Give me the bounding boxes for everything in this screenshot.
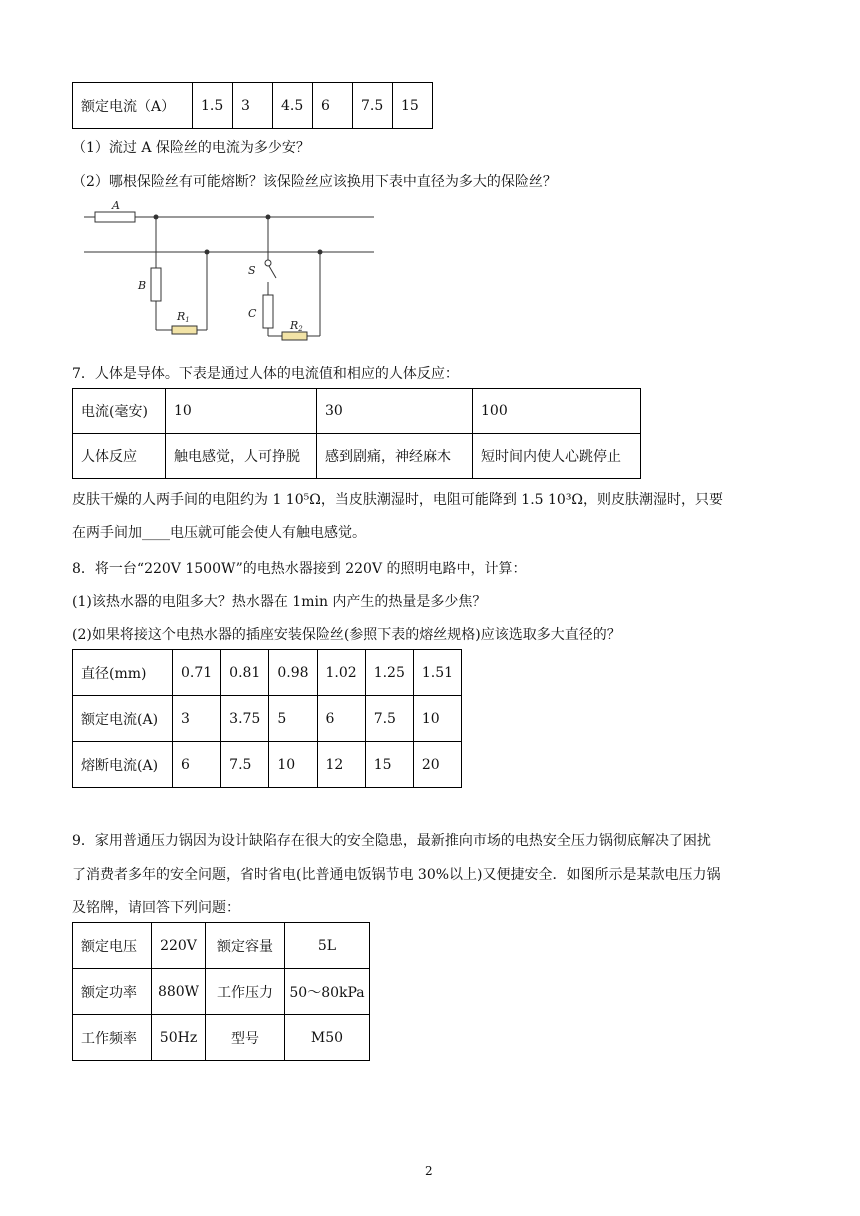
table-cell: 20 bbox=[413, 742, 461, 788]
q9-line2: 了消费者多年的安全问题，省时省电(比普通电饭锅节电 30%以上)又便捷安全．如图所示是某款电压力锅 bbox=[72, 867, 721, 883]
table-cell: 工作频率 bbox=[73, 1015, 152, 1061]
fuse-spec-table bbox=[72, 649, 462, 788]
q6-sub2: （2）哪根保险丝有可能熔断？该保险丝应该换用下表中直径为多大的保险丝？ bbox=[72, 174, 557, 190]
table-cell: 1.25 bbox=[365, 650, 413, 696]
table-cell: 额定电流(A) bbox=[73, 696, 173, 742]
table-cell: 短时间内使人心跳停止 bbox=[473, 434, 641, 479]
fuse-b bbox=[151, 268, 161, 301]
table-cell: 7.5 bbox=[221, 742, 269, 788]
switch-s bbox=[269, 266, 276, 278]
table-cell: 10 bbox=[269, 742, 317, 788]
table-cell: 220V bbox=[152, 923, 206, 969]
table-cell: 6 bbox=[173, 742, 221, 788]
table-cell: 0.98 bbox=[269, 650, 317, 696]
table-cell: 50～80kPa bbox=[285, 969, 370, 1015]
junction-dot bbox=[154, 215, 159, 220]
junction-dot bbox=[266, 215, 271, 220]
junction-dot bbox=[205, 250, 210, 255]
label-b: B bbox=[138, 279, 147, 292]
resistor-r2 bbox=[282, 332, 307, 340]
page-number: 2 bbox=[425, 1164, 433, 1178]
table-cell: 5 bbox=[269, 696, 317, 742]
table-cell: 15 bbox=[393, 83, 433, 129]
table-cell: 3.75 bbox=[221, 696, 269, 742]
table-cell: 熔断电流(A) bbox=[73, 742, 173, 788]
table-cell: 1.5 bbox=[193, 83, 233, 129]
table-cell: 50Hz bbox=[152, 1015, 206, 1061]
label-r2: R2 bbox=[290, 319, 303, 333]
pressure-cooker-nameplate bbox=[72, 922, 370, 1061]
table-cell: 6 bbox=[313, 83, 353, 129]
label-c: C bbox=[248, 307, 257, 320]
table-cell: 额定电压 bbox=[73, 923, 152, 969]
table-cell: 型号 bbox=[206, 1015, 285, 1061]
table-cell: 12 bbox=[317, 742, 365, 788]
q7-intro: 7．人体是导体。下表是通过人体的电流值和相应的人体反应： bbox=[72, 366, 459, 382]
table-cell: 直径(mm) bbox=[73, 650, 173, 696]
table-cell: 0.81 bbox=[221, 650, 269, 696]
q8-sub1: (1)该热水器的电阻多大？热水器在 1min 内产生的热量是多少焦？ bbox=[72, 594, 487, 610]
junction-dot bbox=[318, 250, 323, 255]
table-cell: 7.5 bbox=[353, 83, 393, 129]
table-cell: 1.02 bbox=[317, 650, 365, 696]
table-cell: 电流(毫安) bbox=[73, 389, 166, 434]
fuse-c bbox=[263, 295, 273, 328]
table-cell: 6 bbox=[317, 696, 365, 742]
table-cell: 10 bbox=[166, 389, 317, 434]
table-cell: 触电感觉，人可挣脱 bbox=[166, 434, 317, 479]
table-cell: 1.51 bbox=[413, 650, 461, 696]
table-cell: M50 bbox=[285, 1015, 370, 1061]
q8-intro: 8．将一台“220V 1500W”的电热水器接到 220V 的照明电路中，计算： bbox=[72, 561, 527, 577]
table-cell: 人体反应 bbox=[73, 434, 166, 479]
q9-line3: 及铭牌，请回答下列问题： bbox=[72, 900, 240, 916]
label-a: A bbox=[112, 200, 120, 212]
q8-sub2: (2)如果将接这个电热水器的插座安装保险丝(参照下表的熔丝规格)应该选取多大直径的？ bbox=[72, 627, 621, 643]
table-cell: 10 bbox=[413, 696, 461, 742]
table-cell: 30 bbox=[317, 389, 473, 434]
table-cell: 880W bbox=[152, 969, 206, 1015]
table-cell: 15 bbox=[365, 742, 413, 788]
q7-line1: 皮肤干燥的人两手间的电阻约为 1 10⁵Ω，当皮肤潮湿时，电阻可能降到 1.5 10³Ω，则皮肤潮湿时，只要 bbox=[72, 492, 724, 508]
q9-line1: 9．家用普通压力锅因为设计缺陷存在很大的安全隐患，最新推向市场的电热安全压力锅彻底解决了困扰 bbox=[72, 833, 711, 849]
table-cell: 3 bbox=[173, 696, 221, 742]
table-cell: 3 bbox=[233, 83, 273, 129]
fuse-a bbox=[95, 212, 135, 222]
label-s: S bbox=[248, 264, 256, 277]
table-cell: 100 bbox=[473, 389, 641, 434]
body-current-table bbox=[72, 388, 641, 479]
table-cell: 感到剧痛，神经麻木 bbox=[317, 434, 473, 479]
table-cell: 额定容量 bbox=[206, 923, 285, 969]
resistor-r1 bbox=[172, 326, 197, 334]
table-cell: 工作压力 bbox=[206, 969, 285, 1015]
table-cell: 5L bbox=[285, 923, 370, 969]
q7-line2: 在两手间加____电压就可能会使人有触电感觉。 bbox=[72, 525, 366, 541]
table-cell: 0.71 bbox=[173, 650, 221, 696]
label-r1: R1 bbox=[177, 310, 190, 324]
table-cell: 额定功率 bbox=[73, 969, 152, 1015]
table-cell: 4.5 bbox=[273, 83, 313, 129]
table-header-cell: 额定电流（A） bbox=[73, 83, 193, 129]
circuit-diagram bbox=[80, 200, 380, 345]
q6-sub1: （1）流过 A 保险丝的电流为多少安？ bbox=[72, 140, 310, 156]
table-cell: 7.5 bbox=[365, 696, 413, 742]
fuse-current-table bbox=[72, 82, 433, 129]
